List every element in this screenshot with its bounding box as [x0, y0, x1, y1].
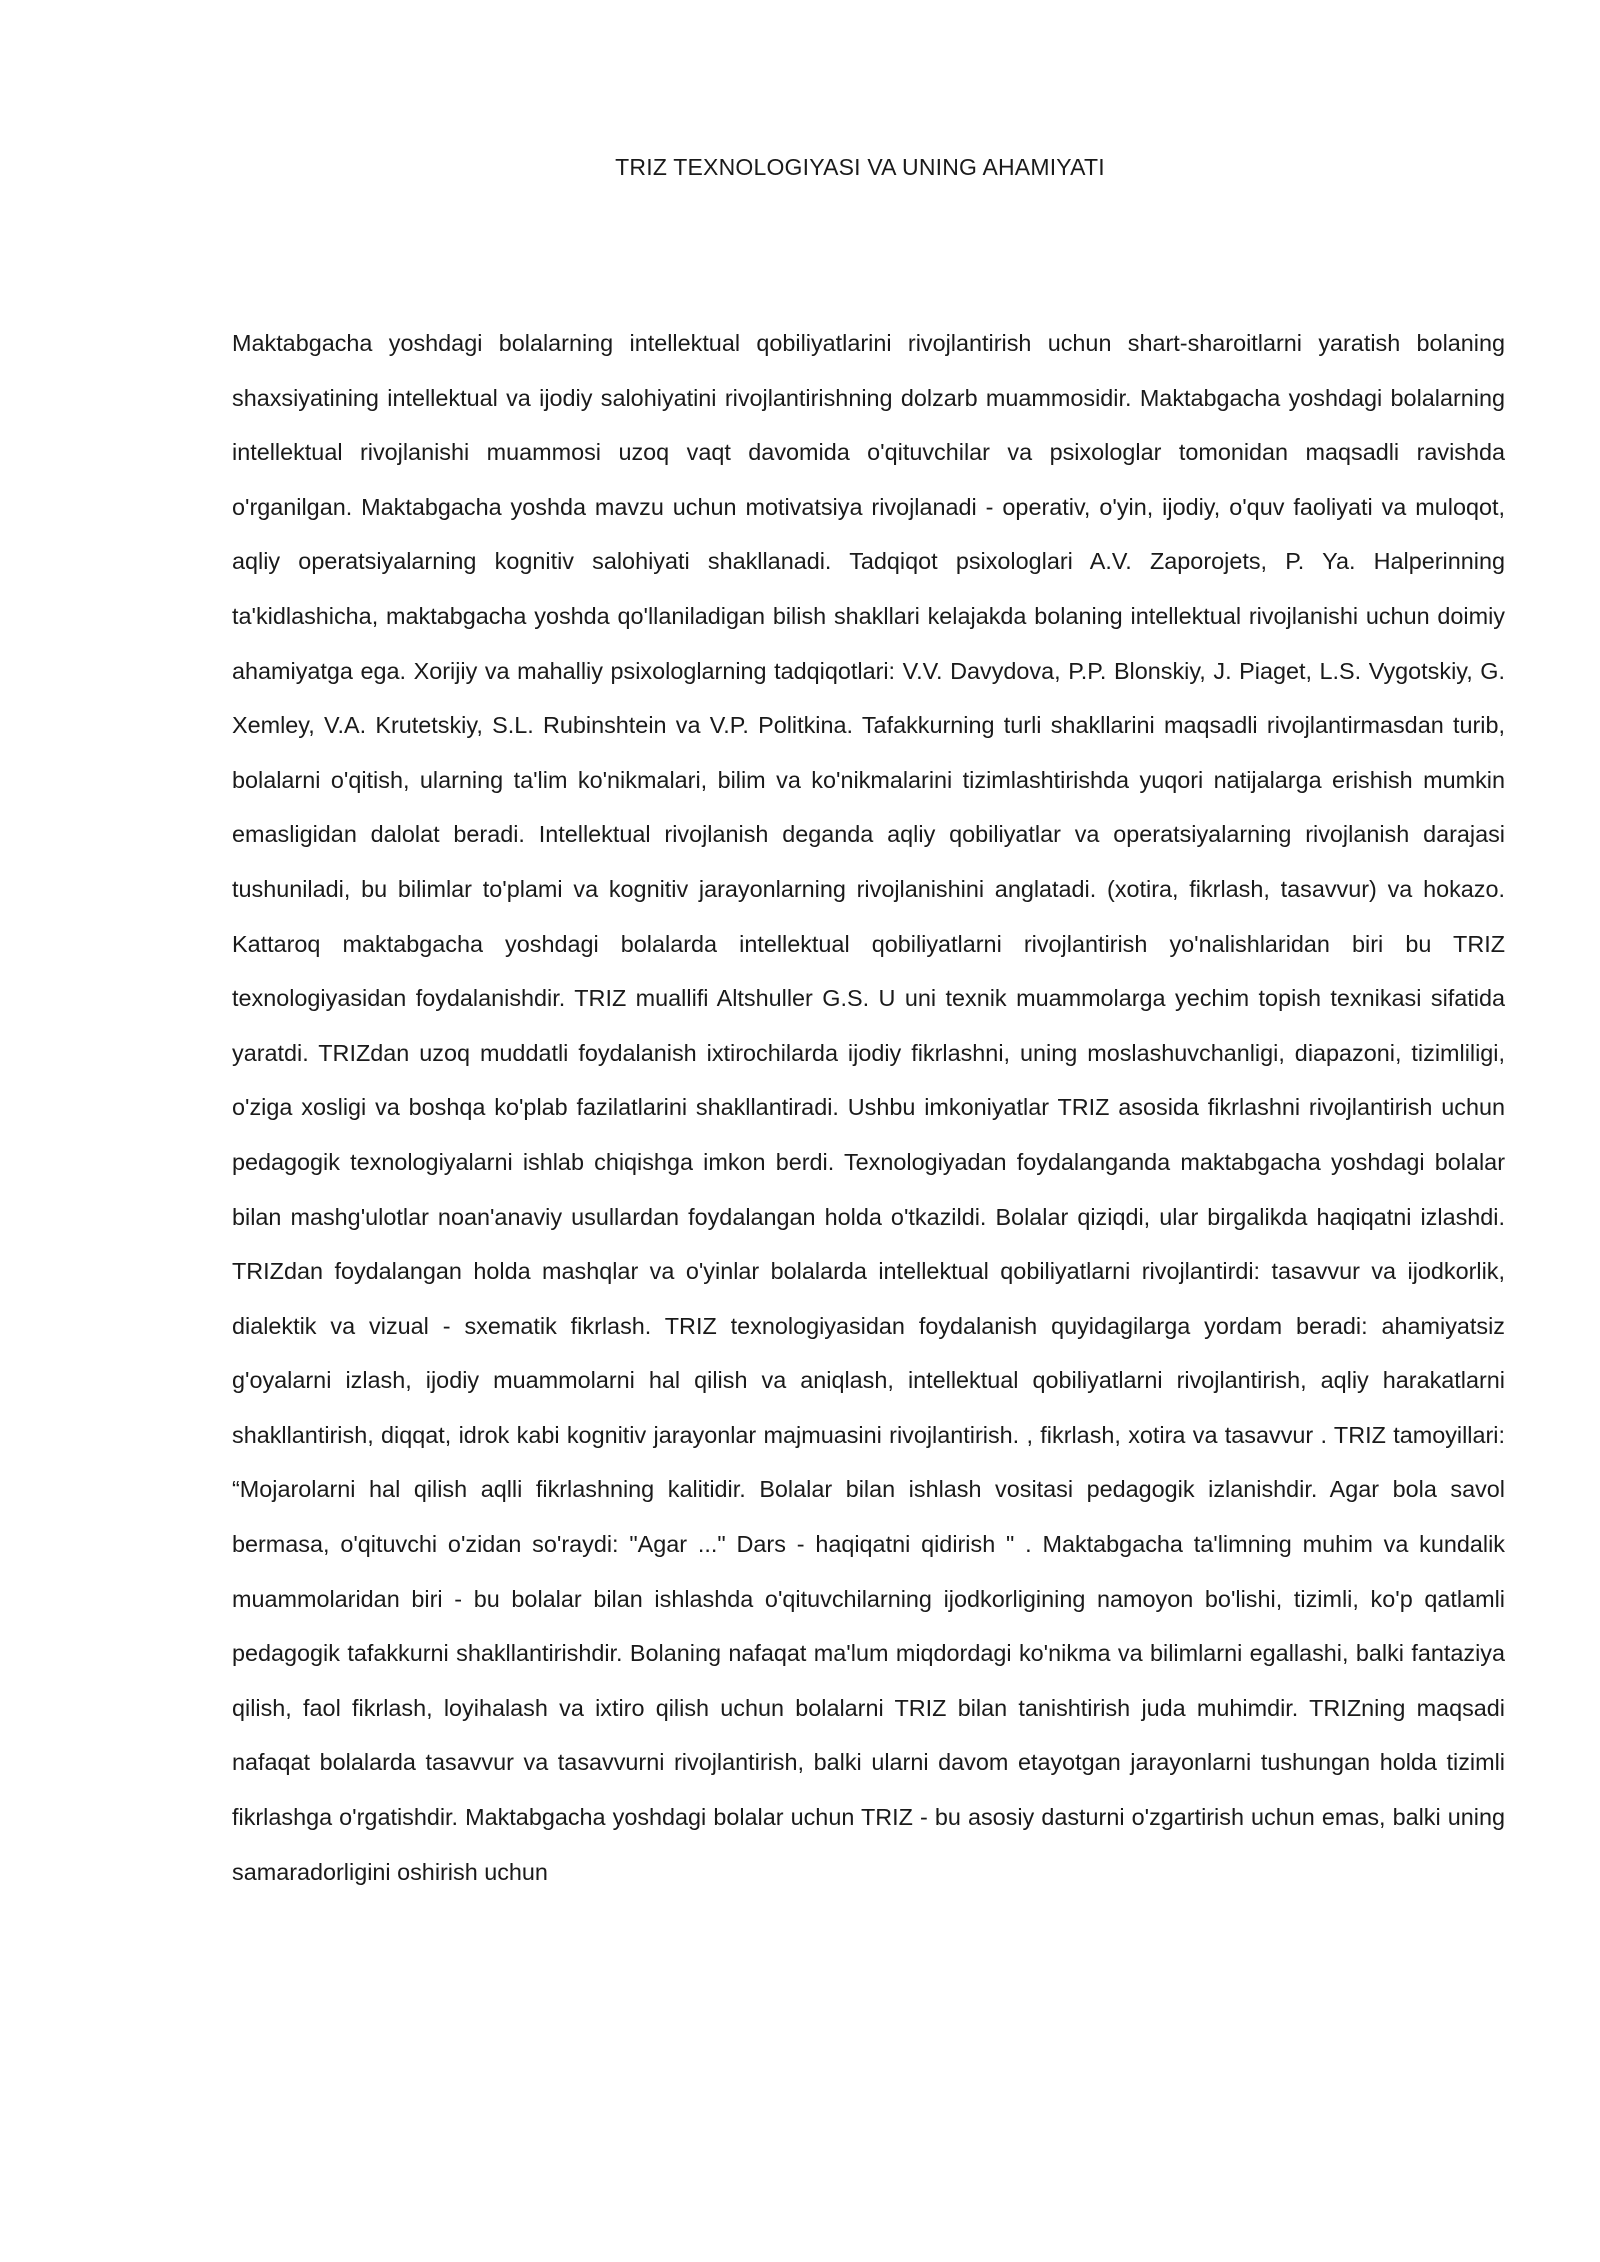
document-title: TRIZ TEXNOLOGIYASI VA UNING AHAMIYATI	[615, 154, 1105, 180]
document-body-paragraph: Maktabgacha yoshdagi bolalarning intellektual qobiliyatlarini rivojlantirish uchun shart-sharoitlarni yaratish bolaning shaxsiyatining intellektual va ijodiy salohiyatini rivojlantirishning dolzarb muammosidir. Maktabgacha yoshdagi bolalarning intellektual rivojlanishi muammosi uzoq vaqt davomida o'qituvchilar va psixologlar tomonidan maqsadli ravishda o'rganilgan. Maktabgacha yoshda mavzu uchun motivatsiya rivojlanadi - operativ, o'yin, ijodiy, o'quv faoliyati va muloqot, aqliy operatsiyalarning kognitiv salohiyati shakllanadi. Tadqiqot psixologlari A.V. Zaporojets, P. Ya. Halperinning ta'kidlashicha, maktabgacha yoshda qo'llaniladigan bilish shakllari kelajakda bolaning intellektual rivojlanishi uchun doimiy ahamiyatga ega. Xorijiy va mahalliy psixologlarning tadqiqotlari: V.V. Davydova, P.P. Blonskiy, J. Piaget, L.S. Vygotskiy, G. Xemley, V.A. Krutetskiy, S.L. Rubinshtein va V.P. Politkina. Tafakkurning turli shakllarini maqsadli rivojlantirmasdan turib, bolalarni o'qitish, ularning ta'lim ko'nikmalari, bilim va ko'nikmalarini tizimlashtirishda yuqori natijalarga erishish mumkin emasligidan dalolat beradi. Intellektual rivojlanish deganda aqliy qobiliyatlar va operatsiyalarning rivojlanish darajasi tushuniladi, bu bilimlar to'plami va kognitiv jarayonlarning rivojlanishini anglatadi. (xotira, fikrlash, tasavvur) va hokazo. Kattaroq maktabgacha yoshdagi bolalarda intellektual qobiliyatlarni rivojlantirish yo'nalishlaridan biri bu TRIZ texnologiyasidan foydalanishdir. TRIZ muallifi Altshuller G.S. U uni texnik muammolarga yechim topish texnikasi sifatida yaratdi. TRIZdan uzoq muddatli foydalanish ixtirochilarda ijodiy fikrlashni, uning moslashuvchanligi, diapazoni, tizimliligi, o'ziga xosligi va boshqa ko'plab fazilatlarini shakllantiradi. Ushbu imkoniyatlar TRIZ asosida fikrlashni rivojlantirish uchun pedagogik texnologiyalarni ishlab chiqishga imkon berdi. Texnologiyadan foydalanganda maktabgacha yoshdagi bolalar bilan mashg'ulotlar noan'anaviy usullardan foydalangan holda o'tkazildi. Bolalar qiziqdi, ular birgalikda haqiqatni izlashdi. TRIZdan foydalangan holda mashqlar va o'yinlar bolalarda intellektual qobiliyatlarni rivojlantirdi: tasavvur va ijodkorlik, dialektik va vizual - sxematik fikrlash. TRIZ texnologiyasidan foydalanish quyidagilarga yordam beradi: ahamiyatsiz g'oyalarni izlash, ijodiy muammolarni hal qilish va aniqlash, intellektual qobiliyatlarni rivojlantirish, aqliy harakatlarni shakllantirish, diqqat, idrok kabi kognitiv jarayonlar majmuasini rivojlantirish. , fikrlash, xotira va tasavvur . TRIZ tamoyillari: “Mojarolarni hal qilish aqlli fikrlashning kalitidir. Bolalar bilan ishlash vositasi pedagogik izlanishdir. Agar bola savol bermasa, o'qituvchi o'zidan so'raydi: "Agar ..." Dars - haqiqatni qidirish " . Maktabgacha ta'limning muhim va kundalik muammolaridan biri - bu bolalar bilan ishlashda o'qituvchilarning ijodkorligining namoyon bo'lishi, tizimli, ko'p qatlamli pedagogik tafakkurni shakllantirishdir. Bolaning nafaqat ma'lum miqdordagi ko'nikma va bilimlarni egallashi, balki fantaziya qilish, faol fikrlash, loyihalash va ixtiro qilish uchun bolalarni TRIZ bilan tanishtirish juda muhimdir. TRIZning maqsadi nafaqat bolalarda tasavvur va tasavvurni rivojlantirish, balki ularni davom etayotgan jarayonlarni tushungan holda tizimli fikrlashga o'rgatishdir. Maktabgacha yoshdagi bolalar uchun TRIZ - bu asosiy dasturni o'zgartirish uchun emas, balki uning samaradorligini oshirish uchun	[232, 330, 1505, 1885]
